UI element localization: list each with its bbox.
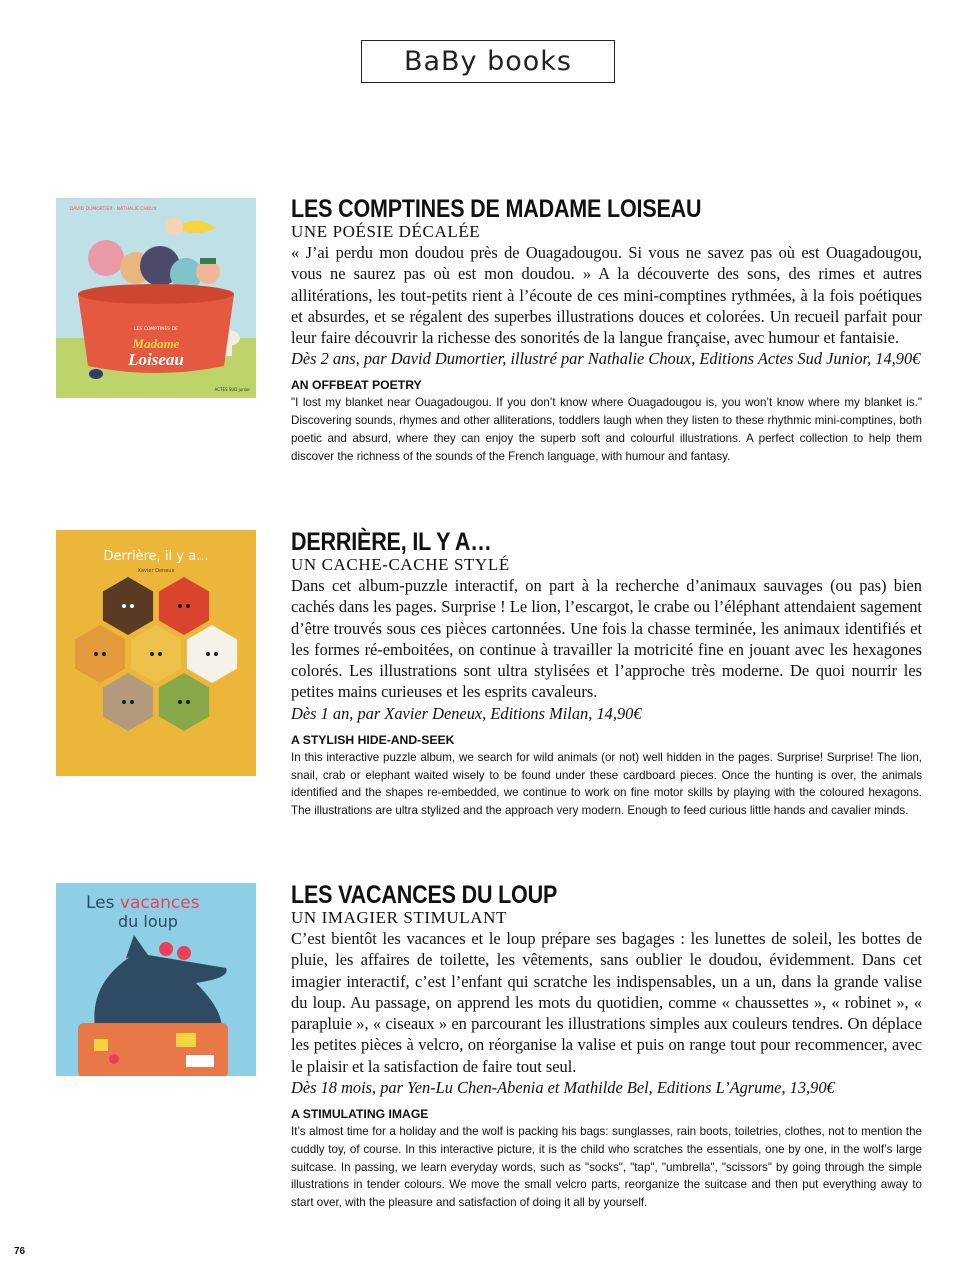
- french-text: Dans cet album-puzzle interactif, on part à la recherche d’animaux sauvages (ou pas) bien cachés dans les pages. Surprise ! Le lion, l’escargot, le crabe ou l’éléphant attendaient sagement d’être trouvés sous ces pièces cartonnées. Une fois la chasse terminée, les animaux identifiés et les formes ré-emboitées, on continue à travailler la motricité fine en jouant avec les hexagones colorés. Les illustrations sont ultra stylisées et l’approche très moderne. De quoi nourrir les petites mains curieuses et les esprits cavaleurs.: [291, 576, 922, 702]
- article-subtitle: UNE POÉSIE DÉCALÉE: [291, 222, 481, 241]
- english-title: A STYLISH HIDE-AND-SEEK: [291, 732, 455, 747]
- hexagon-eye: [178, 700, 182, 704]
- hexagon-eye: [150, 652, 154, 656]
- cover-title-line2: Loiseau: [128, 350, 184, 369]
- french-text: C’est bientôt les vacances et le loup prépare ses bagages : les lunettes de soleil, les bottes de pluie, les affaires de toilette, les vêtements, sans oublier le doudou, évidemment. Dans cet imagier interactif, c’est l’enfant qui scratche les indispensables, un a un, dans la grande valise du loup. Au passage, on apprend les mots du quotidien, comme « chaussettes », « robinet », « parapluie », « ciseaux » en parcourant les illustrations simples aux couleurs tendres. On déplace les petites pièces à velcro, on réorganise la valise et puis on range tout pour recommencer, avec le plaisir et la satisfaction de faire tout seul.: [291, 929, 922, 1076]
- hexagon-eye: [186, 604, 190, 608]
- cover-pre-title: LES COMPTINES DE: [134, 327, 178, 332]
- credit-line: Dès 1 an, par Xavier Deneux, Editions Milan, 14,90€: [291, 703, 642, 723]
- book-cover-vacances: [56, 883, 256, 1076]
- cover-publisher: ACTES SUD junior: [214, 387, 250, 392]
- cover-illustration: [56, 530, 256, 776]
- book-cover-derriere: [56, 530, 256, 776]
- cover-title-line1: Les vacances: [86, 893, 200, 913]
- cover-author: Xavier Deneux: [137, 568, 175, 574]
- cover-title-line2: du loup: [118, 912, 178, 931]
- french-text: « J’ai perdu mon doudou près de Ouagadougou. Si vous ne savez pas où est Ouagadougou, vous ne saurez pas où est mon doudou. » A la découverte des sons, des rimes et autres allitérations, les tout-petits rient à l’écoute de ces mini-comptines rythmées, à la fois poétiques et absurdes, et se régalent des superbes illustrations douces et colorées. Un recueil parfait pour leur faire découvrir la richesse des sonorités de la langue française, avec humour et fantaisie.: [291, 243, 922, 348]
- english-text: "I lost my blanket near Ouagadougou. If you don’t know where Ouagadougou is, you won’t know where my blanket is." Discovering sounds, rhymes and other alliterations, toddlers laugh when they listen to these rhythmic mini-comptines, both poetic and absurd, where they can enjoy the superb soft and colourful illustrations. A perfect collection to help them discover the richness of the sounds of the French language, with humour and fantasy.: [291, 396, 922, 463]
- article-subtitle: UN IMAGIER STIMULANT: [291, 908, 507, 927]
- article-title: LES VACANCES DU LOUP: [291, 881, 558, 909]
- hexagon-eye: [206, 652, 210, 656]
- credit-line: Dès 2 ans, par David Dumortier, illustré par Nathalie Choux, Editions Actes Sud Junior, 14,90€: [291, 349, 921, 369]
- article-subtitle: UN CACHE-CACHE STYLÉ: [291, 555, 510, 574]
- hexagon-eye: [122, 604, 126, 608]
- english-text: It’s almost time for a holiday and the wolf is packing his bags: sunglasses, rain boots, toiletries, clothes, not to mention the cuddly toy, of course. In this interactive picture, it is the child who scratches the essentials, one by one, in the wolf’s large suitcase. In passing, we learn everyday words, such as "socks", "tap", "umbrella", "scissors" by going through the simple illustrations in tender colours. We move the small velcro parts, reorganize the suitcase and then put everything away to start over, with the pleasure and satisfaction of doing it all by yourself.: [291, 1125, 922, 1210]
- article-title: DERRIÈRE, IL Y A…: [291, 528, 492, 556]
- hexagon-eye: [178, 604, 182, 608]
- hexagon-eye: [130, 604, 134, 608]
- book-cover-comptines: [56, 198, 256, 398]
- article-text: [291, 882, 922, 1212]
- hexagon-eye: [122, 700, 126, 704]
- hexagon-eye: [102, 652, 106, 656]
- page-number: 76: [14, 1246, 26, 1257]
- section-label: BaBy books: [361, 40, 615, 83]
- hexagon-eye: [186, 700, 190, 704]
- english-title: AN OFFBEAT POETRY: [291, 378, 422, 393]
- article-text: [291, 529, 922, 820]
- english-text: In this interactive puzzle album, we search for wild animals (or not) well hidden in the pages. Surprise! Surprise! The lion, snail, crab or elephant waited wisely to be found under these cardboard pieces. Once the hunting is over, the animals identified and the shapes re-embedded, we continue to work on fine motor skills by playing with the coloured hexagons. The illustrations are ultra stylized and the approach very modern. Enough to feed curious little hands and cavalier minds.: [291, 750, 922, 818]
- cover-authors: DAVID DUMORTIER · NATHALIE CHOUX: [70, 207, 157, 212]
- cover-illustration: [56, 883, 256, 1076]
- cover-illustration: [56, 198, 256, 398]
- hexagon-eye: [130, 700, 134, 704]
- hexagon-eye: [94, 652, 98, 656]
- english-title: A STIMULATING IMAGE: [291, 1107, 429, 1122]
- article-title: LES COMPTINES DE MADAME LOISEAU: [291, 195, 702, 223]
- cover-title-line1: Madame: [132, 336, 180, 351]
- credit-line: Dès 18 mois, par Yen-Lu Chen-Abenia et Mathilde Bel, Editions L’Agrume, 13,90€: [291, 1078, 835, 1098]
- hexagon-eye: [158, 652, 162, 656]
- cover-title: Derrière, il y a...: [103, 549, 209, 564]
- article-text: [291, 196, 922, 466]
- hexagon-eye: [214, 652, 218, 656]
